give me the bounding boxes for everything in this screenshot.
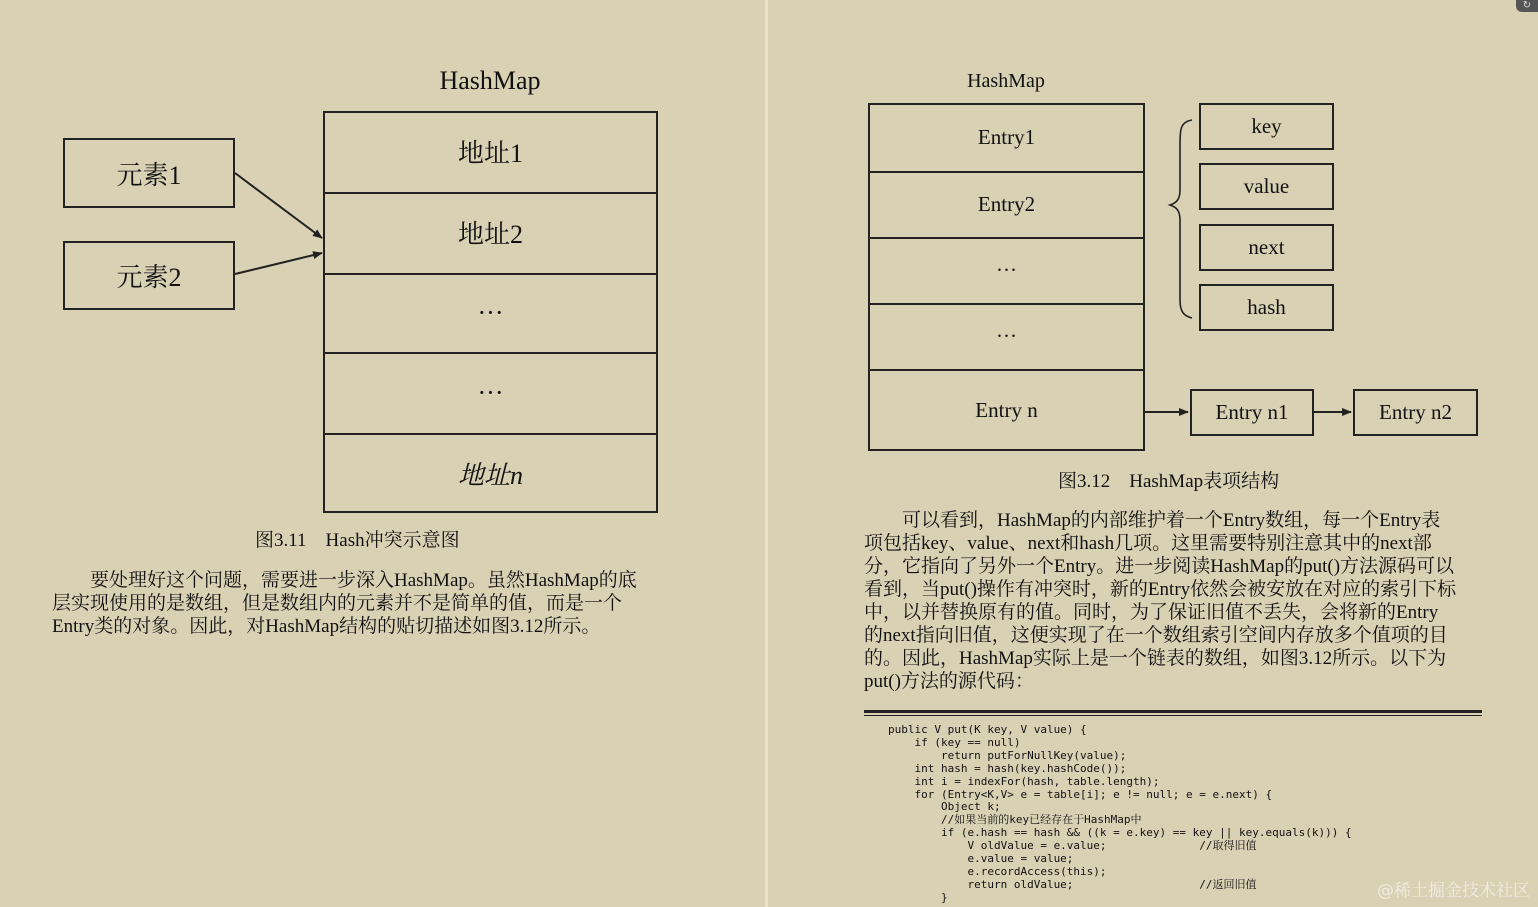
entry-label-2: Entry2	[977, 191, 1036, 216]
entry-ellipsis-2: ···	[996, 323, 1017, 348]
left-paragraph-line-3: Entry类的对象。因此，对HashMap结构的贴切描述如图3.12所示。	[52, 616, 601, 637]
entry-ellipsis-1: ···	[996, 257, 1017, 282]
address-table	[323, 111, 658, 513]
address-row-4	[323, 352, 658, 435]
element-1-box	[63, 138, 235, 208]
right-paragraph-line-8: put()方法的源代码：	[864, 671, 1034, 692]
entry-label-n: Entry n	[975, 397, 1038, 422]
right-paragraph-line-7: 的。因此，HashMap实际上是一个链表的数组，如图3.12所示。以下为	[864, 648, 1447, 669]
field-key-label: key	[1251, 114, 1282, 138]
left-diagram-title: HashMap	[439, 66, 541, 95]
address-label-n: 地址n	[457, 460, 523, 490]
address-ellipsis-1: ···	[477, 297, 504, 327]
field-value-box	[1199, 163, 1334, 210]
right-paragraph-line-6: 的next指向旧值，这便实现了在一个数组索引空间内存放多个值项的目	[864, 625, 1448, 646]
chain-entry-n1-box	[1190, 389, 1314, 436]
field-value-label: value	[1243, 174, 1290, 198]
element-1-label: 元素1	[116, 160, 182, 190]
field-hash-box	[1199, 284, 1334, 331]
entry-row-2	[868, 171, 1145, 239]
entry-row-4	[868, 303, 1145, 371]
code-top-rule-thin	[864, 715, 1482, 716]
entry-row-n	[868, 369, 1145, 451]
field-next-label: next	[1248, 235, 1285, 259]
left-paragraph-line-1: 要处理好这个问题，需要进一步深入HashMap。虽然HashMap的底	[52, 570, 637, 591]
code-listing: public V put(K key, V value) { if (key == null) return putForNullKey(value); int hash = hash(key.hashCode()); int i = indexFor(hash, table.length); for (Entry<K,V> e = table[i]; e != null; e = e.next) { Object k; //如果当前的key已经存在于HashMap中 if (e.hash == hash && ((k = e.key) == key || key.equals(k))) { V oldValue = e.value; //取得旧值 e.value = value; e.recordAccess(this); return oldValue; //返回旧值 }	[888, 723, 1352, 904]
chain-entry-n2-label: Entry n2	[1379, 400, 1452, 424]
right-diagram-title: HashMap	[967, 70, 1045, 92]
chain-entry-n1-label: Entry n1	[1215, 400, 1289, 424]
right-paragraph-line-3: 分，它指向了另外一个Entry。进一步阅读HashMap的put()方法源码可以	[864, 556, 1455, 577]
element-2-label: 元素2	[116, 263, 182, 292]
address-row-2	[323, 192, 658, 275]
address-ellipsis-2: ···	[477, 377, 504, 407]
entry-row-3	[868, 237, 1145, 305]
address-label-2: 地址2	[457, 220, 523, 249]
right-paragraph-line-1: 可以看到，HashMap的内部维护着一个Entry数组，每一个Entry表	[864, 510, 1441, 531]
field-next-box	[1199, 224, 1334, 271]
right-paragraph-line-5: 中，以并替换原有的值。同时，为了保证旧值不丢失，会将新的Entry	[864, 602, 1439, 623]
element-2-box	[63, 241, 235, 310]
right-paragraph-line-4: 看到，当put()操作有冲突时，新的Entry依然会被安放在对应的索引下标	[864, 579, 1457, 600]
address-row-1	[323, 111, 658, 194]
left-figure-caption: 图3.11 Hash冲突示意图	[255, 530, 460, 551]
code-top-rule-thick	[864, 710, 1482, 713]
refresh-icon[interactable]: ↻	[1516, 0, 1538, 12]
right-paragraph	[864, 509, 1484, 693]
right-paragraph-line-2: 项包括key、value、next和hash几项。这里需要特别注意其中的next部	[864, 533, 1432, 554]
chain-entry-n2-box	[1353, 389, 1478, 436]
address-row-n	[323, 433, 658, 513]
watermark-text: @稀土掘金技术社区	[1377, 881, 1530, 901]
entry-row-1	[868, 103, 1145, 173]
field-key-box	[1199, 103, 1334, 150]
entry-label-1: Entry1	[977, 124, 1036, 149]
left-paragraph	[52, 569, 664, 638]
address-row-3	[323, 273, 658, 354]
address-label-1: 地址1	[457, 139, 523, 168]
field-hash-label: hash	[1247, 295, 1286, 319]
left-paragraph-line-2: 层实现使用的是数组，但是数组内的元素并不是简单的值，而是一个	[52, 593, 623, 614]
entry-table	[868, 103, 1145, 451]
right-figure-caption: 图3.12 HashMap表项结构	[1058, 471, 1280, 492]
